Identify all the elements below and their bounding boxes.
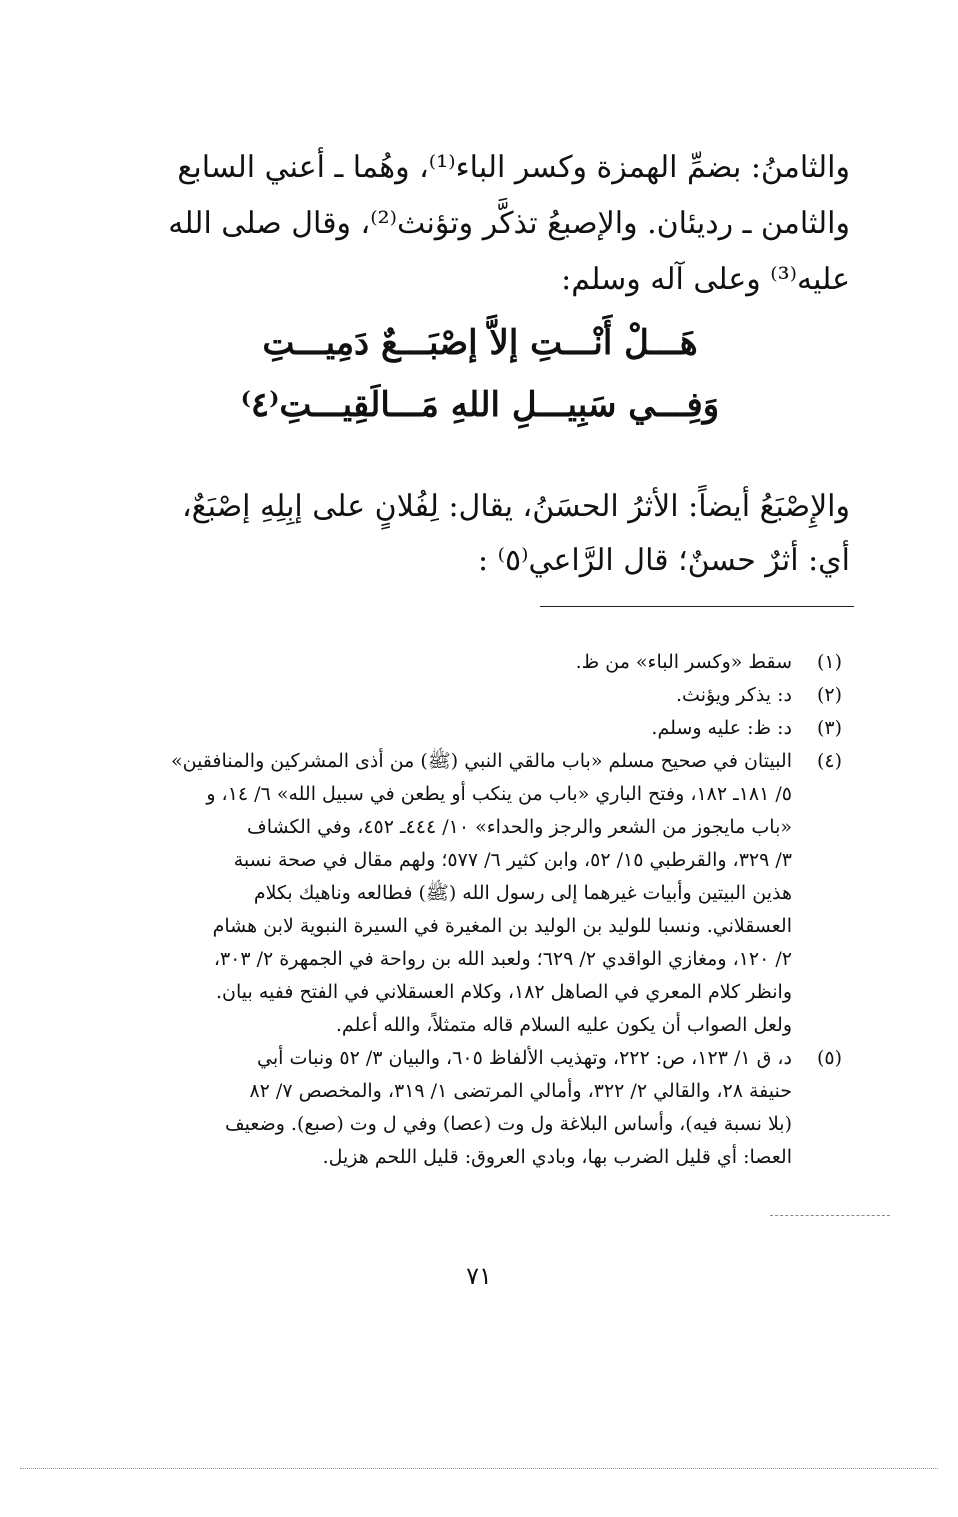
footnote-text [148,646,792,679]
footnote-line: العصا: أي قليل الضرب بها، وبادي العروق: قليل اللحم هزيل. [322,1146,792,1168]
main-line-3: عليه⁽³⁾ وعلى آله وسلم: [561,262,850,297]
poem-line-2: وَفِـــي سَبِيـــلِ اللهِ مَـــالَقِيـــتِ⁽٤⁾ [240,385,720,425]
scan-artifact-dashes [770,1215,890,1216]
scan-artifact-bottom-line [20,1468,938,1469]
poem-line-1: هَـــلْ أَنْـــتِ إلاَّ إصْبَـــعٌ دَمِيـــتِ [262,323,698,363]
footnotes [148,646,842,1174]
footnote-text [148,679,792,712]
footnote-number: (٥) [816,1047,842,1069]
footnote-1 [148,646,842,679]
footnote-number: (١) [816,651,842,673]
footnote-line: وانظر كلام المعري في الصاهل ١٨٢، وكلام العسقلاني في الفتح ففيه بيان. [216,981,792,1003]
footnote-line: ٣/ ٣٢٩، والقرطبي ١٥/ ٥٢، وابن كثير ٦/ ٥٧٧؛ ولهم مقال في صحة نسبة [233,849,792,871]
para2-line-2: أي: أثرٌ حسنٌ؛ قال الرَّاعي⁽٥⁾ : [477,543,850,578]
footnote-number: (٤) [816,750,842,772]
footnote-number: (٢) [816,684,842,706]
main-line-2: والثامن ـ رديئان. والإصبعُ تذكَّر وتؤنث⁽²⁾، وقال صلى الله [168,206,850,241]
footnote-3 [148,712,842,745]
footnote-line: «باب مايجوز من الشعر والرجز والحداء» ١٠/ ٤٤٤ـ ٤٥٢، وفي الكشاف [247,816,792,838]
footnote-line: هذين البيتين وأبيات غيرهما إلى رسول الله (ﷺ) فطالعه وناهيك بكلام [253,882,792,904]
footnote-text [148,712,792,745]
footnote-text [148,745,792,1042]
footnote-line: سقط «وكسر الباء» من ظ. [575,651,792,673]
footnote-5 [148,1042,842,1174]
main-line-1: والثامنُ: بضمِّ الهمزة وكسر الباء⁽¹⁾، وهُما ـ أعني السابع [177,150,850,185]
footnote-line: العسقلاني. ونسبا للوليد بن الوليد بن المغيرة في السيرة النبوية لابن هشام [212,915,792,937]
footnote-line: د: ظ: عليه وسلم. [651,717,792,739]
footnote-line: حنيفة ٢٨، والقالي ٢/ ٣٢٢، وأمالي المرتضى ١/ ٣١٩، والمخصص ٧/ ٨٢ [249,1080,792,1102]
footnote-2 [148,679,842,712]
footnote-line: ٢/ ١٢٠، ومغازي الواقدي ٢/ ٦٢٩؛ ولعبد الله بن رواحة في الجمهرة ٢/ ٣٠٣، [213,948,792,970]
footnote-separator [540,606,854,607]
footnote-line: (بلا نسبة فيه)، وأساس البلاغة ول وت (عصا) وفي ل وت (صبع). وضعيف [225,1113,792,1135]
para2-line-1: والإِصْبَعُ أيضاً: الأثرُ الحسَنُ، يقال: لِفُلانٍ على إبِلِهِ إصْبَعٌ، [182,489,850,524]
footnote-line: د: يذكر ويؤنث. [676,684,792,706]
poem-verse [200,312,760,436]
footnote-line: البيتان في صحيح مسلم «باب مالقي النبي (ﷺ) من أذى المشركين والمنافقين» [170,750,792,772]
footnote-line: ٥/ ١٨١ـ ١٨٢، وفتح الباري «باب من ينكب أو يطعن في سبيل الله» ٦/ ١٤، و [206,783,792,805]
second-paragraph [130,480,850,588]
footnote-number: (٣) [816,717,842,739]
footnote-text [148,1042,792,1174]
footnote-line: د، ق ١/ ١٢٣، ص: ٢٢٢، وتهذيب الألفاظ ٦٠٥، والبيان ٣/ ٥٢ ونبات أبي [257,1047,792,1069]
main-paragraph [130,140,850,308]
footnote-4 [148,745,842,1042]
footnote-line: ولعل الصواب أن يكون عليه السلام قاله متمثلاً، والله أعلم. [335,1014,792,1036]
page-number: ٧١ [466,1262,492,1290]
